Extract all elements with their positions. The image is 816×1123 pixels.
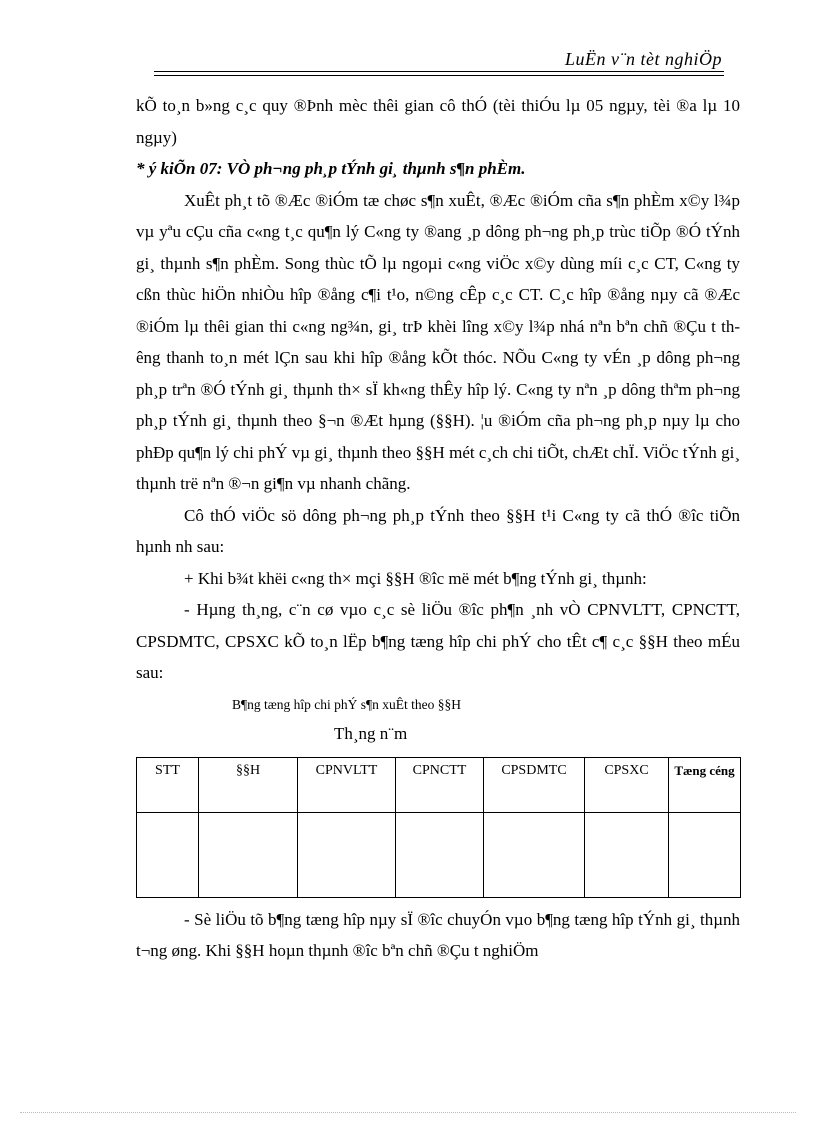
section-heading: * ý kiÕn 07: VÒ ph¬ng ph¸p tÝnh gi¸ thµnh s¶n phÈm. <box>136 159 526 178</box>
paragraph: XuÊt ph¸t tõ ®Æc ®iÓm tæ chøc s¶n xuÊt, ®Æc ®iÓm cña s¶n phÈm x©y l¾p vµ yªu cÇu cña c«ng t¸c qu¶n lý C«ng ty ®ang ¸p dông ph¬ng ph¸p trùc tiÕp ®Ó tÝnh gi¸ thµnh s¶n phÈm. Song thùc tÕ lµ ngoµi c«ng viÖc x©y dùng míi c¸c CT, C«ng ty cßn thùc hiÖn nhiÒu hîp ®ång c¶i t¹o, n©ng cÊp c¸c CT. C¸c hîp ®ång nµy cã ®Æc ®iÓm lµ thêi gian thi c«ng ng¾n, gi¸ trÞ khèi lîng x©y l¾p nhá nªn bªn chñ ®Çu t thêng thanh to¸n mét lÇn sau khi hîp ®ång kÕt thóc. NÕu C«ng ty vÉn ¸p dông ph¬ng ph¸p trªn ®Ó tÝnh gi¸ thµnh th× sÏ kh«ng thÊy hîp lý. C«ng ty nªn ¸p dông thªm ph¬ng ph¸p tÝnh gi¸ thµnh theo §¬n ®Æt hµng (§§H). ¦u ®iÓm cña ph¬ng ph¸p nµy lµ cho phÐp qu¶n lý chi phÝ vµ gi¸ thµnh theo §§H mét c¸ch chi tiÕt, chÆt chÏ. ViÖc tÝnh gi¸ thµnh trë nªn ®¬n gi¶n vµ nhanh chãng. <box>136 190 740 493</box>
table-row <box>137 812 741 897</box>
column-header: CPSDMTC <box>484 757 585 812</box>
table-cell <box>199 812 298 897</box>
document-body <box>136 90 740 967</box>
paragraph: - Hµng th¸ng, c¨n cø vµo c¸c sè liÖu ®îc ph¶n ¸nh vÒ CPNVLTT, CPNCTT, CPSDMTC, CPSXC kÕ to¸n lËp b¶ng tæng hîp chi phÝ cho tÊt c¶ c¸c §§H theo mÉu sau: <box>136 600 740 682</box>
column-header: Tæng céng <box>669 757 741 812</box>
paragraph: kÕ to¸n b»ng c¸c quy ®Þnh mèc thêi gian cô thÓ (tèi thiÓu lµ 05 ngµy, tèi ®a lµ 10 ngµy) <box>136 96 740 147</box>
paragraph: + Khi b¾t khëi c«ng th× mçi §§H ®îc më mét b¶ng tÝnh gi¸ thµnh: <box>184 568 647 588</box>
table-cell <box>669 812 741 897</box>
page-bottom-border <box>20 1112 796 1113</box>
header-title: LuËn v¨n tèt nghiÖp <box>565 49 722 69</box>
table-cell <box>137 812 199 897</box>
column-header: STT <box>137 757 199 812</box>
table-cell <box>585 812 669 897</box>
paragraph: Cô thÓ viÖc sö dông ph¬ng ph¸p tÝnh theo §§H t¹i C«ng ty cã thÓ ®îc tiÕn hµnh nh sau: <box>136 505 740 556</box>
cost-summary-table <box>136 757 741 898</box>
table-cell <box>298 812 396 897</box>
table-caption: B¶ng tæng hîp chi phÝ s¶n xuÊt theo §§H <box>232 696 461 712</box>
column-header: CPSXC <box>585 757 669 812</box>
table-cell <box>396 812 484 897</box>
table-period: Th¸ng n¨m <box>334 723 408 743</box>
table-cell <box>484 812 585 897</box>
table-header-row <box>137 757 741 812</box>
column-header: CPNCTT <box>396 757 484 812</box>
header-rule <box>154 71 724 72</box>
paragraph: - Sè liÖu tõ b¶ng tæng hîp nµy sÏ ®îc chuyÓn vµo b¶ng tæng hîp tÝnh gi¸ thµnh t¬ng øng. Khi §§H hoµn thµnh ®îc bªn chñ ®Çu t nghiÖm <box>136 909 740 960</box>
column-header: CPNVLTT <box>298 757 396 812</box>
header-rule-thin <box>154 75 724 76</box>
column-header: §§H <box>199 757 298 812</box>
